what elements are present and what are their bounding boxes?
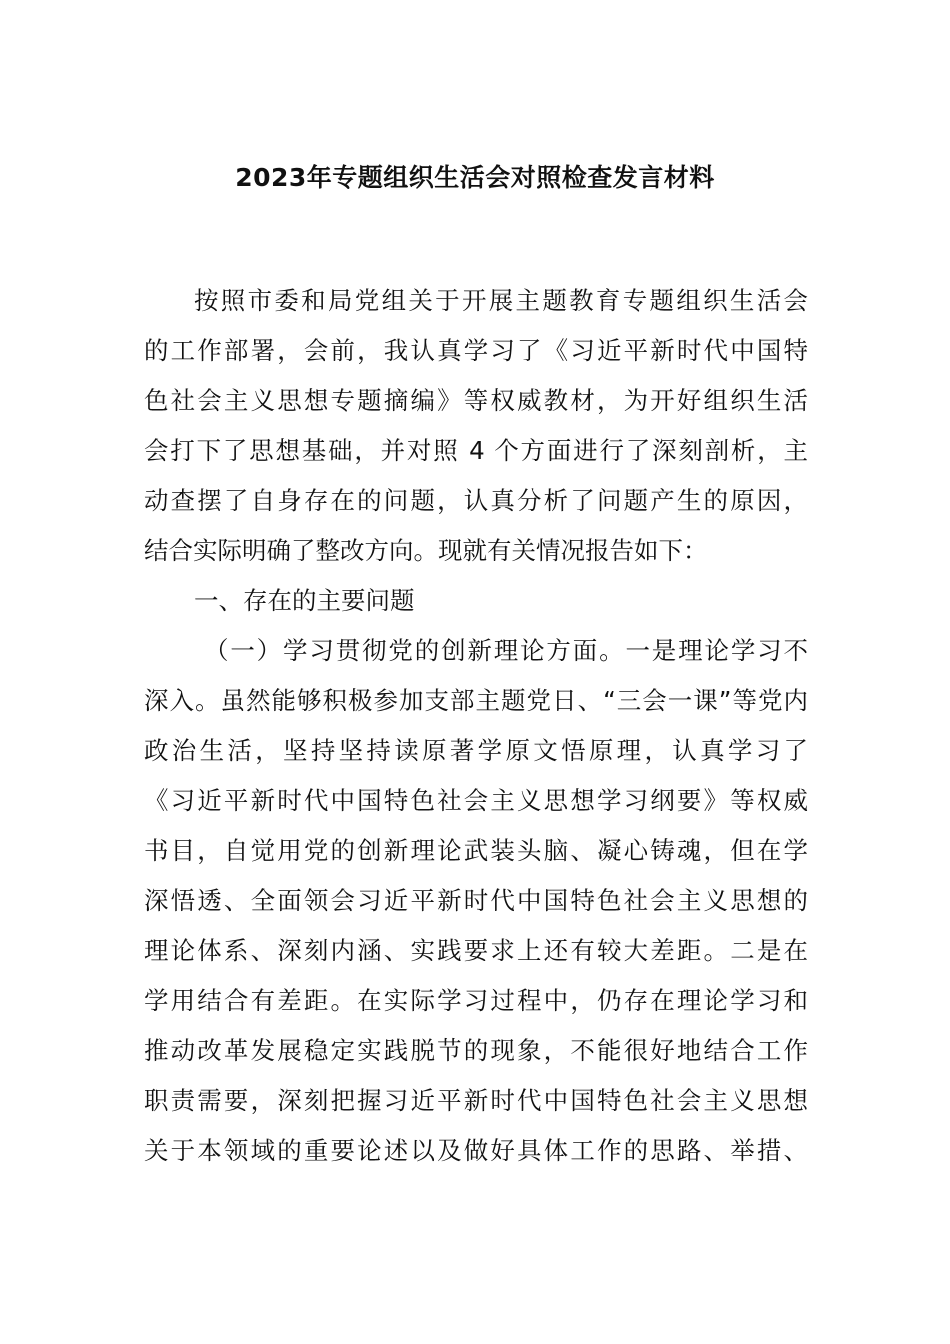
paragraph-line: 关于本领域的重要论述以及做好具体工作的思路、举措、: [144, 1136, 808, 1165]
paragraph-line: 的工作部署，会前，我认真学习了《习近平新时代中国特: [144, 336, 808, 365]
paragraph-line: （一）学习贯彻党的创新理论方面。一是理论学习不: [204, 636, 808, 665]
paragraph-line: 理论体系、深刻内涵、实践要求上还有较大差距。二是在: [144, 936, 808, 965]
paragraph-line: 书目，自觉用党的创新理论武装头脑、凝心铸魂，但在学: [144, 836, 808, 865]
paragraph-line: 会打下了思想基础，并对照 4 个方面进行了深刻剖析，主: [144, 436, 808, 465]
paragraph-line: 按照市委和局党组关于开展主题教育专题组织生活会: [194, 286, 808, 315]
paragraph-line: 色社会主义思想专题摘编》等权威教材，为开好组织生活: [144, 386, 808, 415]
paragraph-line: 学用结合有差距。在实际学习过程中，仍存在理论学习和: [144, 986, 808, 1015]
document-title: 2023年专题组织生活会对照检查发言材料: [235, 163, 715, 192]
paragraph-line: 推动改革发展稳定实践脱节的现象，不能很好地结合工作: [144, 1036, 808, 1065]
paragraph-line: 深入。虽然能够积极参加支部主题党日、“三会一课”等党内: [144, 686, 808, 715]
section-heading: 一、存在的主要问题: [194, 586, 415, 615]
paragraph-line: 《习近平新时代中国特色社会主义思想学习纲要》等权威: [144, 786, 808, 815]
paragraph-line: 结合实际明确了整改方向。现就有关情况报告如下：: [144, 536, 708, 565]
paragraph-line: 政治生活，坚持坚持读原著学原文悟原理，认真学习了: [144, 736, 808, 765]
paragraph-line: 职责需要，深刻把握习近平新时代中国特色社会主义思想: [144, 1086, 808, 1115]
paragraph-line: 动查摆了自身存在的问题，认真分析了问题产生的原因，: [144, 486, 808, 515]
paragraph-line: 深悟透、全面领会习近平新时代中国特色社会主义思想的: [144, 886, 808, 915]
